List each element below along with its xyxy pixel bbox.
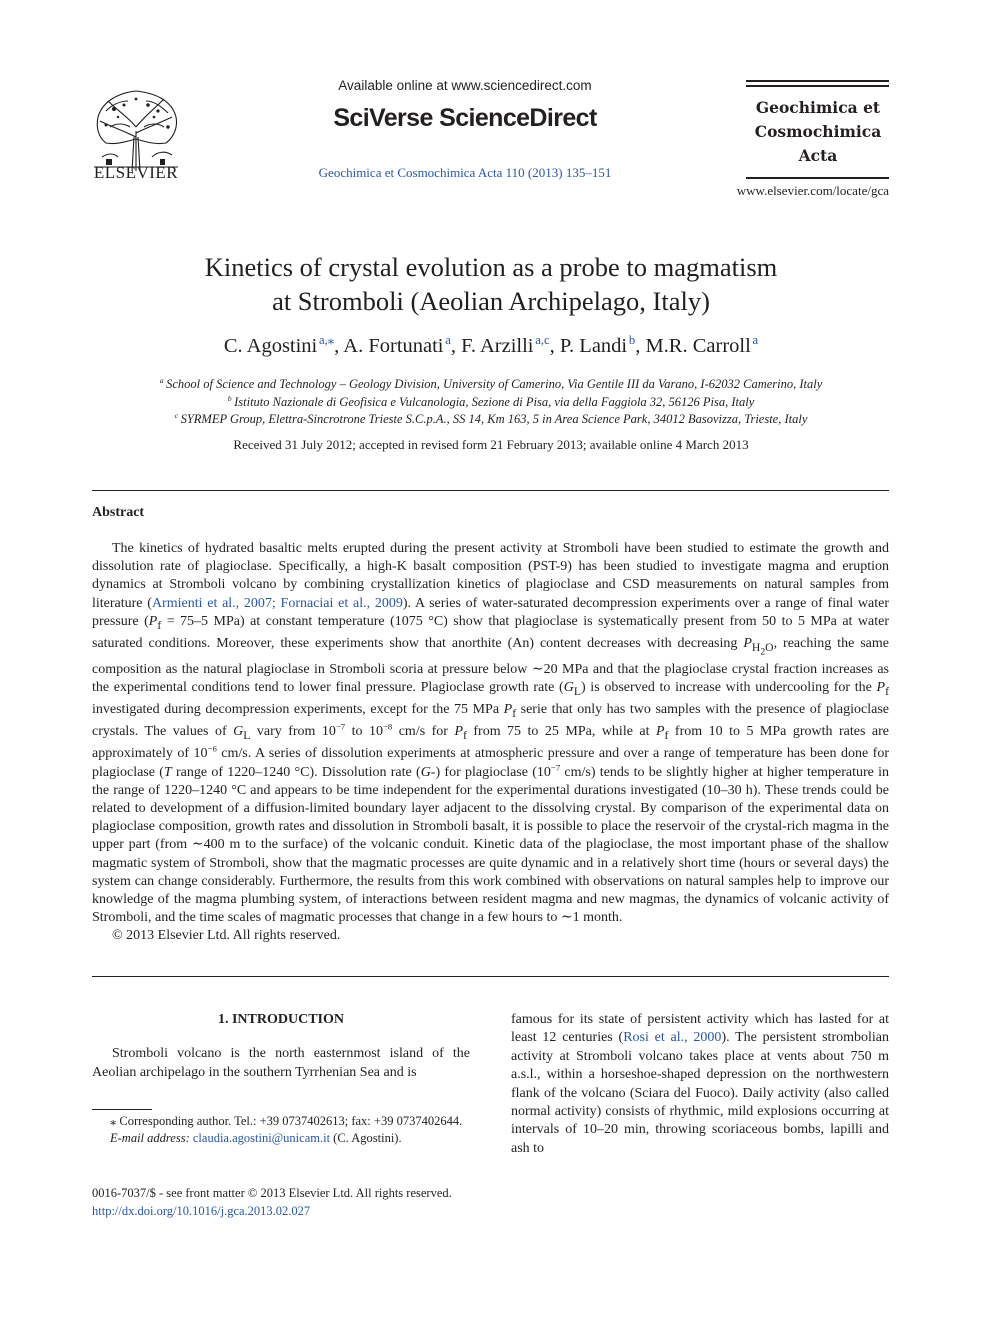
subscript: f [157, 618, 162, 632]
symbol: G [233, 724, 244, 740]
author-separator: , [450, 335, 462, 357]
body-text: ). The persistent strombolian activity at Stromboli volcano takes place at vents about 750 m a.s.l., within a horseshoe-shaped depression on the northwestern flank of the volcano (Sciara del Fuoco). Daily activity (also called normal activity) consists of rhythmic, mild explosions occurring at intervals of 10–20 min, throwing scoriaceous bombs, lapilli and ash to [511, 1030, 889, 1156]
footnote-rule [92, 1109, 152, 1110]
exponent: −6 [207, 743, 217, 754]
abstract-text: cm/s. A series of dissolution experiments at atmospheric pressure and over a range of temperature has been done for plagioclase ( [92, 746, 889, 780]
journal-title-bottom-rule [746, 177, 889, 179]
abstract-text: vary from 10 [250, 724, 336, 740]
abstract-text: serie that only has two samples with the presence of plagioclase crystals. The values of [92, 702, 889, 740]
journal-citation-link[interactable]: Geochimica et Cosmochimica Acta 110 (2013) 135–151 [318, 165, 612, 180]
exponent: −7 [550, 761, 561, 772]
journal-title-line-1: Geochimica et [755, 98, 881, 117]
email-link[interactable]: claudia.agostini@unicam.it [192, 1131, 331, 1145]
subscript: L [243, 729, 251, 743]
subscript: f [463, 729, 467, 743]
email-note [92, 1130, 470, 1147]
subscript-part: 2 [760, 645, 766, 657]
article-title [96, 250, 886, 318]
symbol: P [454, 724, 463, 740]
email-suffix: (C. Agostini). [330, 1131, 402, 1145]
subscript: f [885, 685, 889, 699]
symbol: G [563, 680, 574, 696]
abstract-text: cm/s) tends to be slightly higher at higher temperature in the range of 1220–1240 °C and appears to be time independent for the experimental durations investigated (10–30 h). These trends could be related to development of a diffusion-limited boundary layer adjacent to the dissolving crystal. By comparison of the experimental data on plagioclase composition, growth rates and dissolution in Stromboli basalt, it is possible to place the reservoir of the crystal-rich magma in the upper part (from ∼400 m to the surface) of the volcanic conduit. Kinetic data of the plagioclase, the most important phase of the shallow magmatic system of Stromboli, show that the magmatic processes are quite dynamic and in a relatively short time (hours or several days) the system can change considerably. Furthermore, the results from this work combined with observations on natural samples help to improve our knowledge of the magma plumbing system, of interactions between resident magma and new magmas, the dynamics of volcanic activity of Stromboli, and the time scales of magmatic processes that change in a few hours to ∼1 month. [92, 764, 890, 926]
symbol: P [503, 702, 513, 718]
email-label: E-mail address: [110, 1131, 190, 1145]
affiliation-text: SYRMEP Group, Elettra-Sincrotrone Trieste S.C.p.A., SS 14, Km 163, 5 in Area Science Park, 34012 Basovizza, Trieste, Italy [180, 412, 808, 426]
journal-title-line-2: Cosmochimica [754, 122, 882, 141]
abstract-top-rule [92, 490, 889, 491]
symbol: P [743, 635, 752, 651]
introduction-paragraph-1: Stromboli volcano is the north easternmost island of the Aeolian archipelago in the southern Tyrrhenian Sea and is [92, 1046, 470, 1080]
symbol: P [876, 680, 886, 696]
author-name: P. Landi [559, 335, 628, 357]
right-column [511, 1011, 889, 1158]
journal-title-top-rule [746, 80, 889, 82]
author-affiliation-marker[interactable]: a [445, 333, 451, 348]
abstract-text: ) is observed to increase with undercooling for the [580, 680, 877, 696]
journal-title-top-rule-2 [746, 85, 889, 87]
front-matter [92, 1185, 512, 1220]
abstract-copyright: © 2013 Elsevier Ltd. All rights reserved. [112, 928, 341, 944]
affiliation-a [96, 376, 886, 394]
symbol: G- [420, 764, 436, 780]
footnotes [92, 1113, 470, 1147]
author-separator: , [334, 335, 344, 357]
author-name: C. Agostini [223, 335, 318, 357]
left-column [92, 1011, 470, 1082]
elsevier-wordmark: ELSEVIER [93, 163, 179, 182]
abstract-bottom-rule [92, 976, 889, 977]
affiliation-key: c [174, 410, 179, 420]
abstract-heading: Abstract [92, 505, 145, 520]
author-name: M.R. Carroll [645, 335, 751, 357]
symbol: P [655, 724, 665, 740]
affiliation-text: Istituto Nazionale di Geofisica e Vulcanologia, Sezione di Pisa, via della Faggiola 32, 56126 Pisa, Italy [234, 394, 755, 409]
subscript: L [573, 685, 581, 699]
author-affiliation-marker[interactable]: a,c [535, 333, 550, 348]
author-affiliation-marker[interactable]: a [752, 333, 759, 348]
introduction-paragraph-2 [511, 1011, 889, 1158]
author-name: A. Fortunati [343, 335, 444, 357]
subscript [751, 640, 774, 657]
author-affiliation-marker[interactable]: b [628, 333, 636, 348]
author-affiliation-marker[interactable]: a,⁎ [318, 333, 335, 348]
subscript: f [512, 707, 517, 721]
article-dates: Received 31 July 2012; accepted in revised form 21 February 2013; available online 4 March 2013 [233, 437, 749, 452]
abstract-paragraph [92, 540, 889, 927]
affiliations [96, 376, 886, 429]
abstract-text: cm/s for [392, 724, 455, 740]
abstract-text: ) for plagioclase (10 [435, 764, 551, 780]
symbol: P [148, 613, 158, 629]
symbol: T [163, 764, 172, 780]
subscript-part: H [751, 640, 761, 654]
abstract-text: from 10 to 5 MPa growth rates are approximately of 10 [92, 724, 889, 762]
journal-title-line-3: Acta [798, 146, 838, 165]
journal-title [744, 96, 892, 168]
abstract-text: , reaching the same composition as the natural plagioclase in Stromboli scoria at pressure below ∼20 MPa and that the plagioclase crystal fraction increases as the experimental conditions tend to lower final pressure. Plagioclase growth rate ( [92, 635, 889, 696]
reference-link-rosi[interactable]: Rosi et al., 2000 [623, 1030, 722, 1046]
affiliation-c [96, 411, 886, 429]
subscript-part: O [765, 640, 774, 654]
exponent: −8 [383, 721, 393, 732]
abstract-text: to 10 [345, 724, 383, 740]
abstract-text: = 75–5 MPa) at constant temperature (1075 °C) show that plagioclase is systematically present from 50 to 5 MPa at water saturated conditions. Moreover, these experiments show that anorthite (An) content decreases with decreasing [92, 613, 890, 651]
section-heading-introduction: 1. INTRODUCTION [217, 1012, 344, 1027]
affiliation-key: b [227, 393, 232, 403]
article-title-line-1: Kinetics of crystal evolution as a probe to magmatism [204, 252, 778, 282]
author-separator: , [635, 335, 646, 357]
abstract-text: investigated during decompression experiments, except for the 75 MPa [92, 702, 504, 718]
affiliation-text: School of Science and Technology – Geology Division, University of Camerino, Via Gentile III da Varano, I-62032 Camerino, Italy [166, 377, 823, 391]
abstract-text: ). A series of water-saturated decompression experiments over a range of final water pressure ( [92, 595, 890, 629]
corresponding-author-note: ⁎ Corresponding author. Tel.: +39 0737402613; fax: +39 0737402644. [110, 1114, 463, 1128]
exponent: −7 [335, 721, 346, 732]
author-separator: , [549, 335, 560, 357]
abstract-text: range of 1220–1240 °C). Dissolution rate ( [171, 764, 421, 780]
author-name: F. Arzilli [461, 335, 534, 357]
journal-url[interactable]: www.elsevier.com/locate/gca [736, 183, 889, 198]
body-text: famous for its state of persistent activity which has lasted for at least 12 centuries ( [511, 1012, 889, 1046]
author-list [96, 335, 886, 358]
abstract-reference-link[interactable]: Armienti et al., 2007; Fornaciai et al., 2009 [151, 595, 403, 611]
subscript: f [664, 729, 669, 743]
abstract-body [92, 540, 889, 946]
available-online-text: Available online at www.sciencedirect.com [338, 78, 592, 93]
sciverse-sciencedirect-logo[interactable]: SciVerse ScienceDirect [333, 104, 597, 132]
abstract-text: from 75 to 25 MPa, while at [466, 724, 656, 740]
article-title-line-2: at Stromboli (Aeolian Archipelago, Italy) [272, 286, 710, 316]
abstract-text: The kinetics of hydrated basaltic melts erupted during the present activity at Stromboli have been studied to estimate the growth and dissolution rate of plagioclase. Specifically, a high-K basalt composition (PST-9) has been studied to investigate magma and eruption dynamics at Stromboli volcano by combining crystallization kinetics of plagioclase and CSD measurements on natural samples from literature ( [92, 541, 889, 611]
affiliation-key: a [159, 375, 164, 385]
affiliation-b [96, 394, 886, 412]
doi-link[interactable]: http://dx.doi.org/10.1016/j.gca.2013.02.027 [92, 1203, 311, 1218]
issn-line: 0016-7037/$ - see front matter © 2013 Elsevier Ltd. All rights reserved. [92, 1186, 452, 1200]
